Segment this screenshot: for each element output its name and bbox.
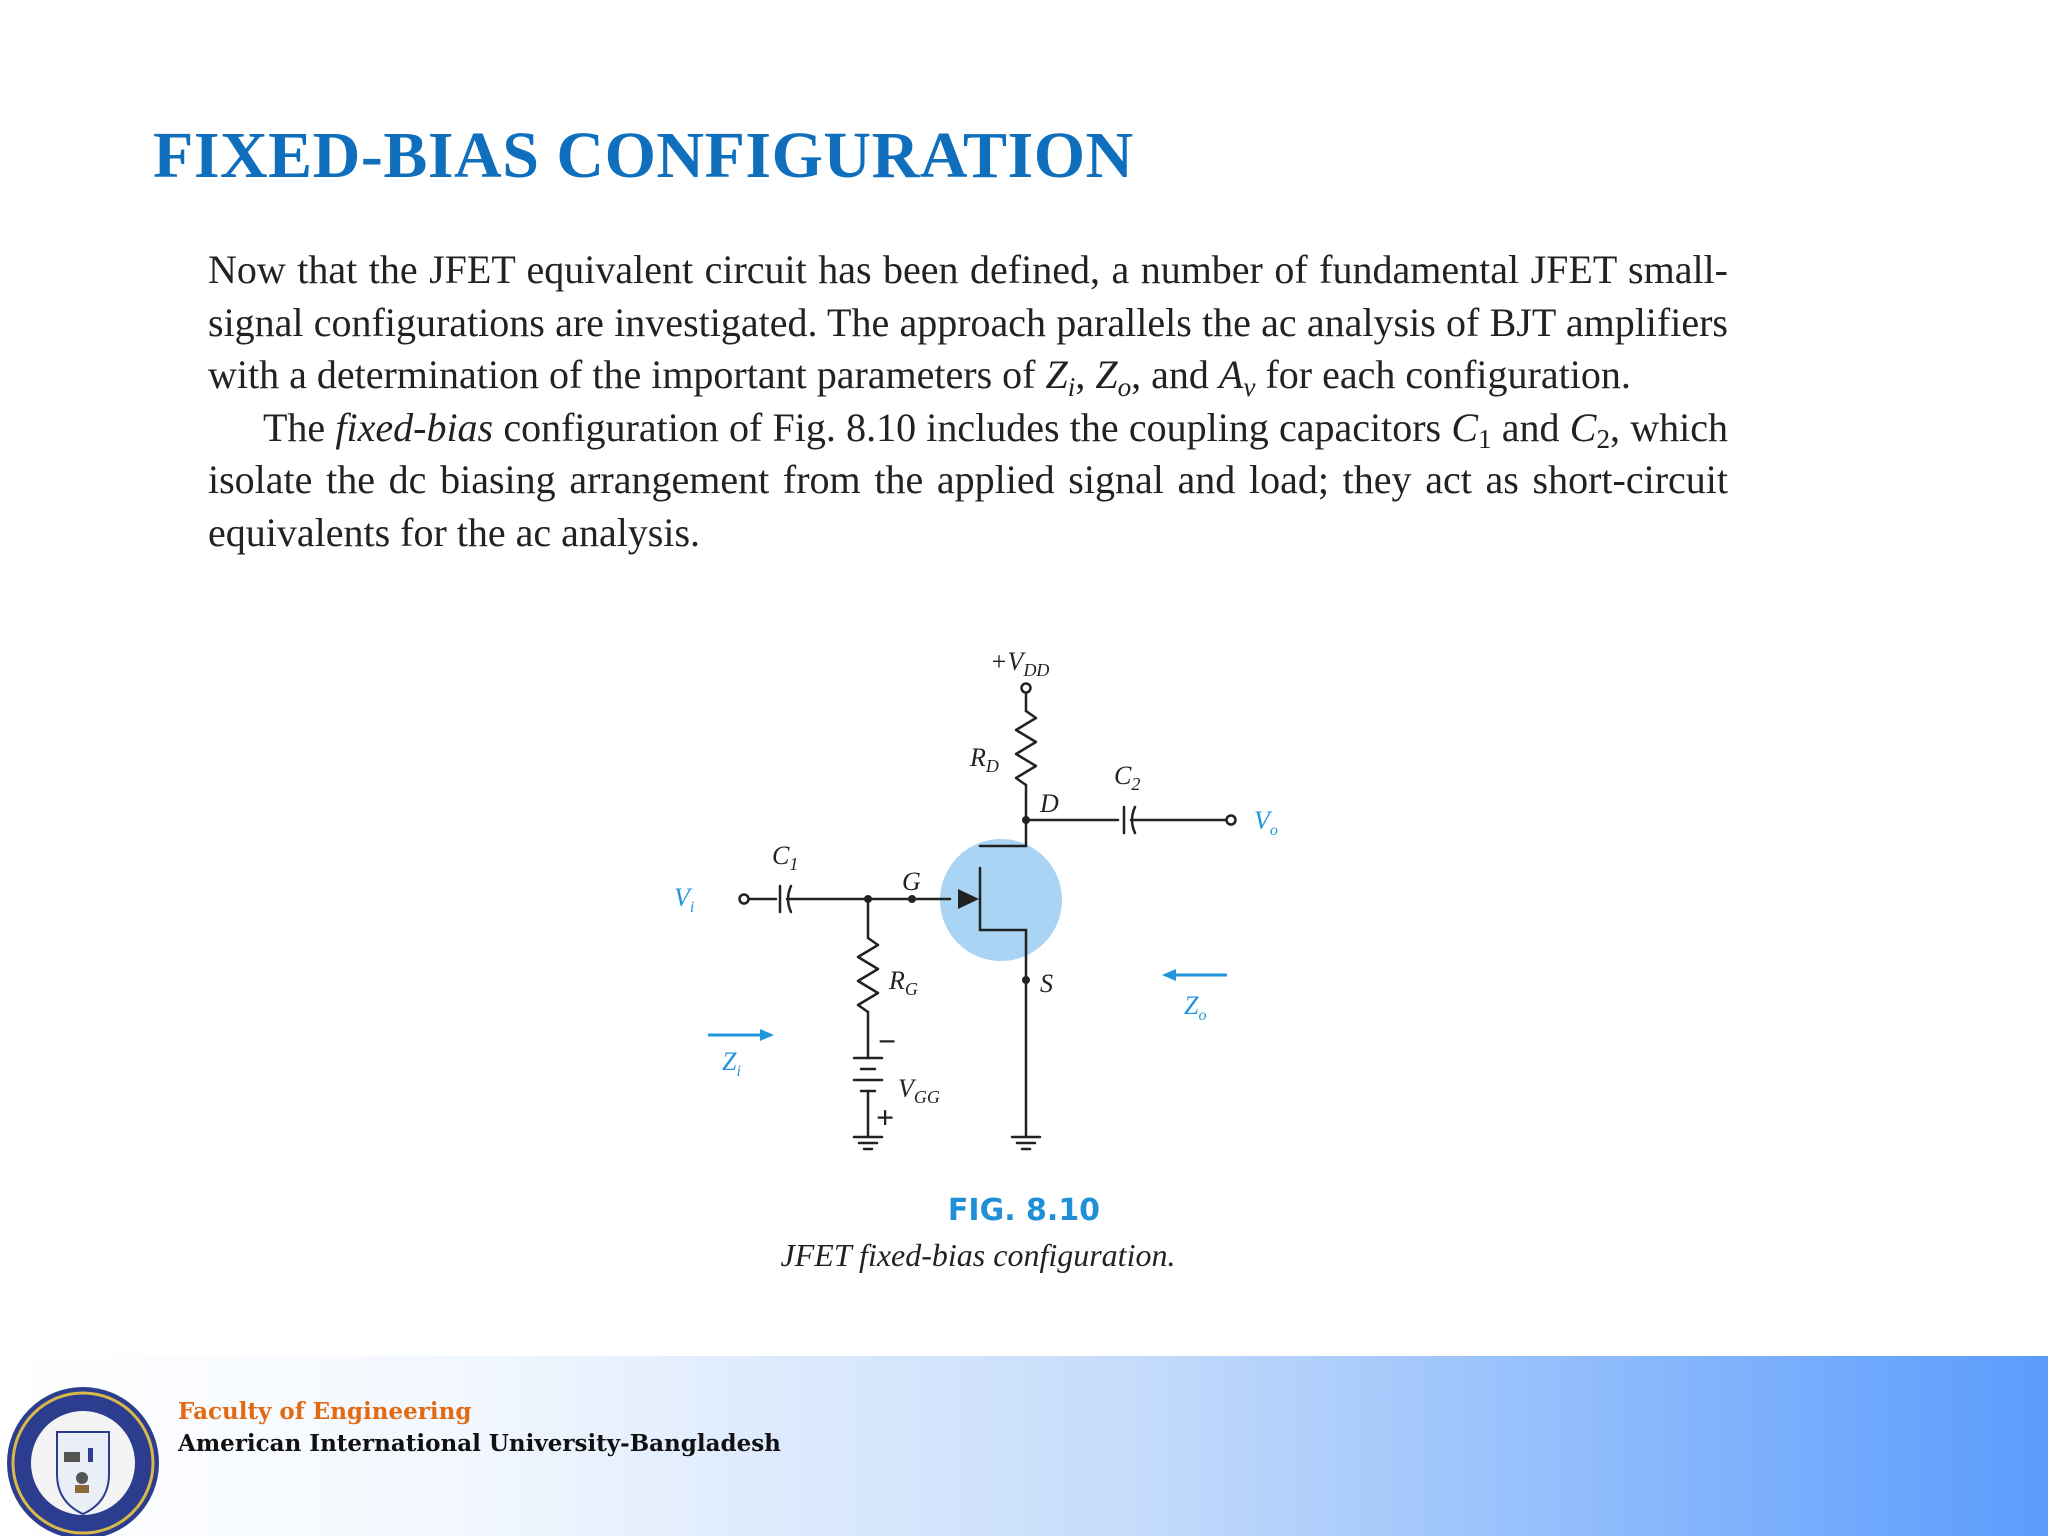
figure-caption: JFET fixed-bias configuration.	[780, 1237, 1176, 1273]
source-label: S	[1040, 969, 1053, 998]
paragraph-1: Now that the JFET equivalent circuit has been defined, a number of fundamental JFET small-signal configurations are investigated. The approach parallels the ac analysis of BJT amplifiers with a determination of the important parameters of $Z_i$, $Z_o$, and $A_v$ for each configuration.	[208, 247, 1728, 402]
vo-label: $V_o$	[1254, 806, 1278, 839]
vdd-label: $+V_{DD}$	[990, 647, 1050, 680]
c2-label: $C_2$	[1114, 761, 1141, 794]
gate-node-dot	[864, 895, 872, 903]
battery-minus-label: −	[878, 1023, 897, 1059]
source-node-dot	[1022, 976, 1030, 984]
university-seal-logo	[2, 1382, 164, 1536]
drain-node-dot	[1022, 816, 1030, 824]
gate-label: G	[902, 867, 921, 896]
c1-label: $C_1$	[772, 841, 799, 874]
rd-resistor	[1016, 711, 1036, 785]
zo-label: $Z_o$	[1184, 991, 1207, 1024]
faculty-name: Faculty of Engineering	[178, 1398, 472, 1425]
zo-arrow	[1162, 969, 1227, 981]
figure-number: FIG. 8.10	[947, 1193, 1101, 1228]
vgg-label: $V_{GG}$	[898, 1074, 940, 1107]
paragraph-2: The fixed-bias configuration of Fig. 8.10 includes the coupling capacitors $C_1$ and $C_2$, which isolate the dc biasing arrangement from the applied signal and load; they act as short-circuit equivalents for the ac analysis.	[208, 404, 1728, 555]
vo-terminal	[1227, 816, 1236, 825]
vi-terminal	[740, 895, 749, 904]
zi-arrow	[708, 1029, 774, 1041]
rd-label: $R_D$	[970, 743, 999, 776]
university-name: American International University-Bangladesh	[178, 1430, 781, 1457]
rg-label: $R_G$	[889, 966, 918, 999]
rg-resistor	[858, 938, 878, 1012]
vi-label: $V_i$	[674, 883, 695, 916]
gate-terminal-dot	[908, 895, 916, 903]
slide-title: FIXED-BIAS CONFIGURATION	[153, 119, 1134, 192]
drain-label: D	[1040, 789, 1059, 818]
zi-label: $Z_i$	[722, 1047, 741, 1080]
battery-plus-label: +	[876, 1099, 895, 1135]
vdd-terminal	[1022, 684, 1031, 693]
